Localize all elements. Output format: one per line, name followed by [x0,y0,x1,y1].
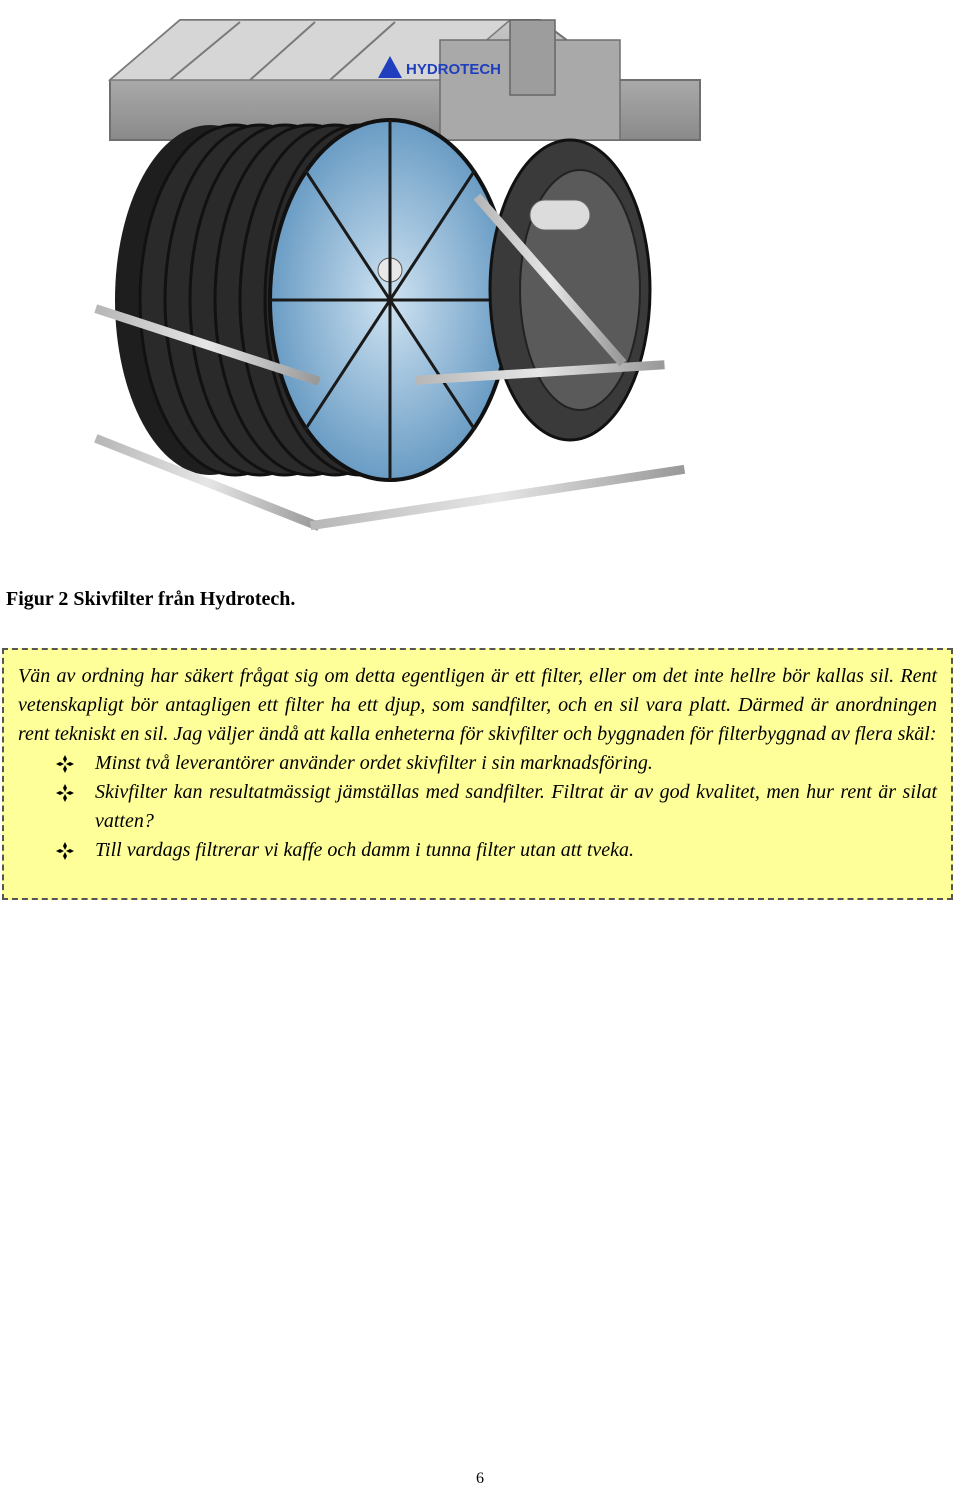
list-item-text: Skivfilter kan resultatmässigt jämställas med sandfilter. Filtrat är av god kvalitet, men hur rent är silat vatten? [95,781,937,832]
list-item [18,778,937,836]
diamond-bullet-icon [56,842,74,860]
figure-caption: Figur 2 Skivfilter från Hydrotech. [6,588,296,610]
hydrotech-logo: HYDROTECH [406,61,502,78]
note-box [2,648,953,900]
list-item [18,749,937,778]
diamond-bullet-icon [56,755,74,773]
disc-filter-illustration [60,0,800,545]
list-item-text: Till vardags filtrerar vi kaffe och damm i tunna filter utan att tveka. [95,839,635,861]
reasons-list [18,749,937,865]
list-item-text: Minst två leverantörer använder ordet skivfilter i sin marknadsföring. [95,752,653,774]
note-paragraph: Vän av ordning har säkert frågat sig om detta egentligen är ett filter, eller om det inte hellre bör kallas sil. Rent vetenskapligt bör antagligen ett filter ha ett djup, som sandfilter, och en sil vara platt. Därmed är anordningen rent tekniskt en sil. Jag väljer ändå att kalla enheterna för skivfilter och byggnaden för filterbyggnad av flera skäl: [18,665,937,745]
list-item [18,836,937,865]
diamond-bullet-icon [56,784,74,802]
page-number: 6 [476,1470,484,1487]
